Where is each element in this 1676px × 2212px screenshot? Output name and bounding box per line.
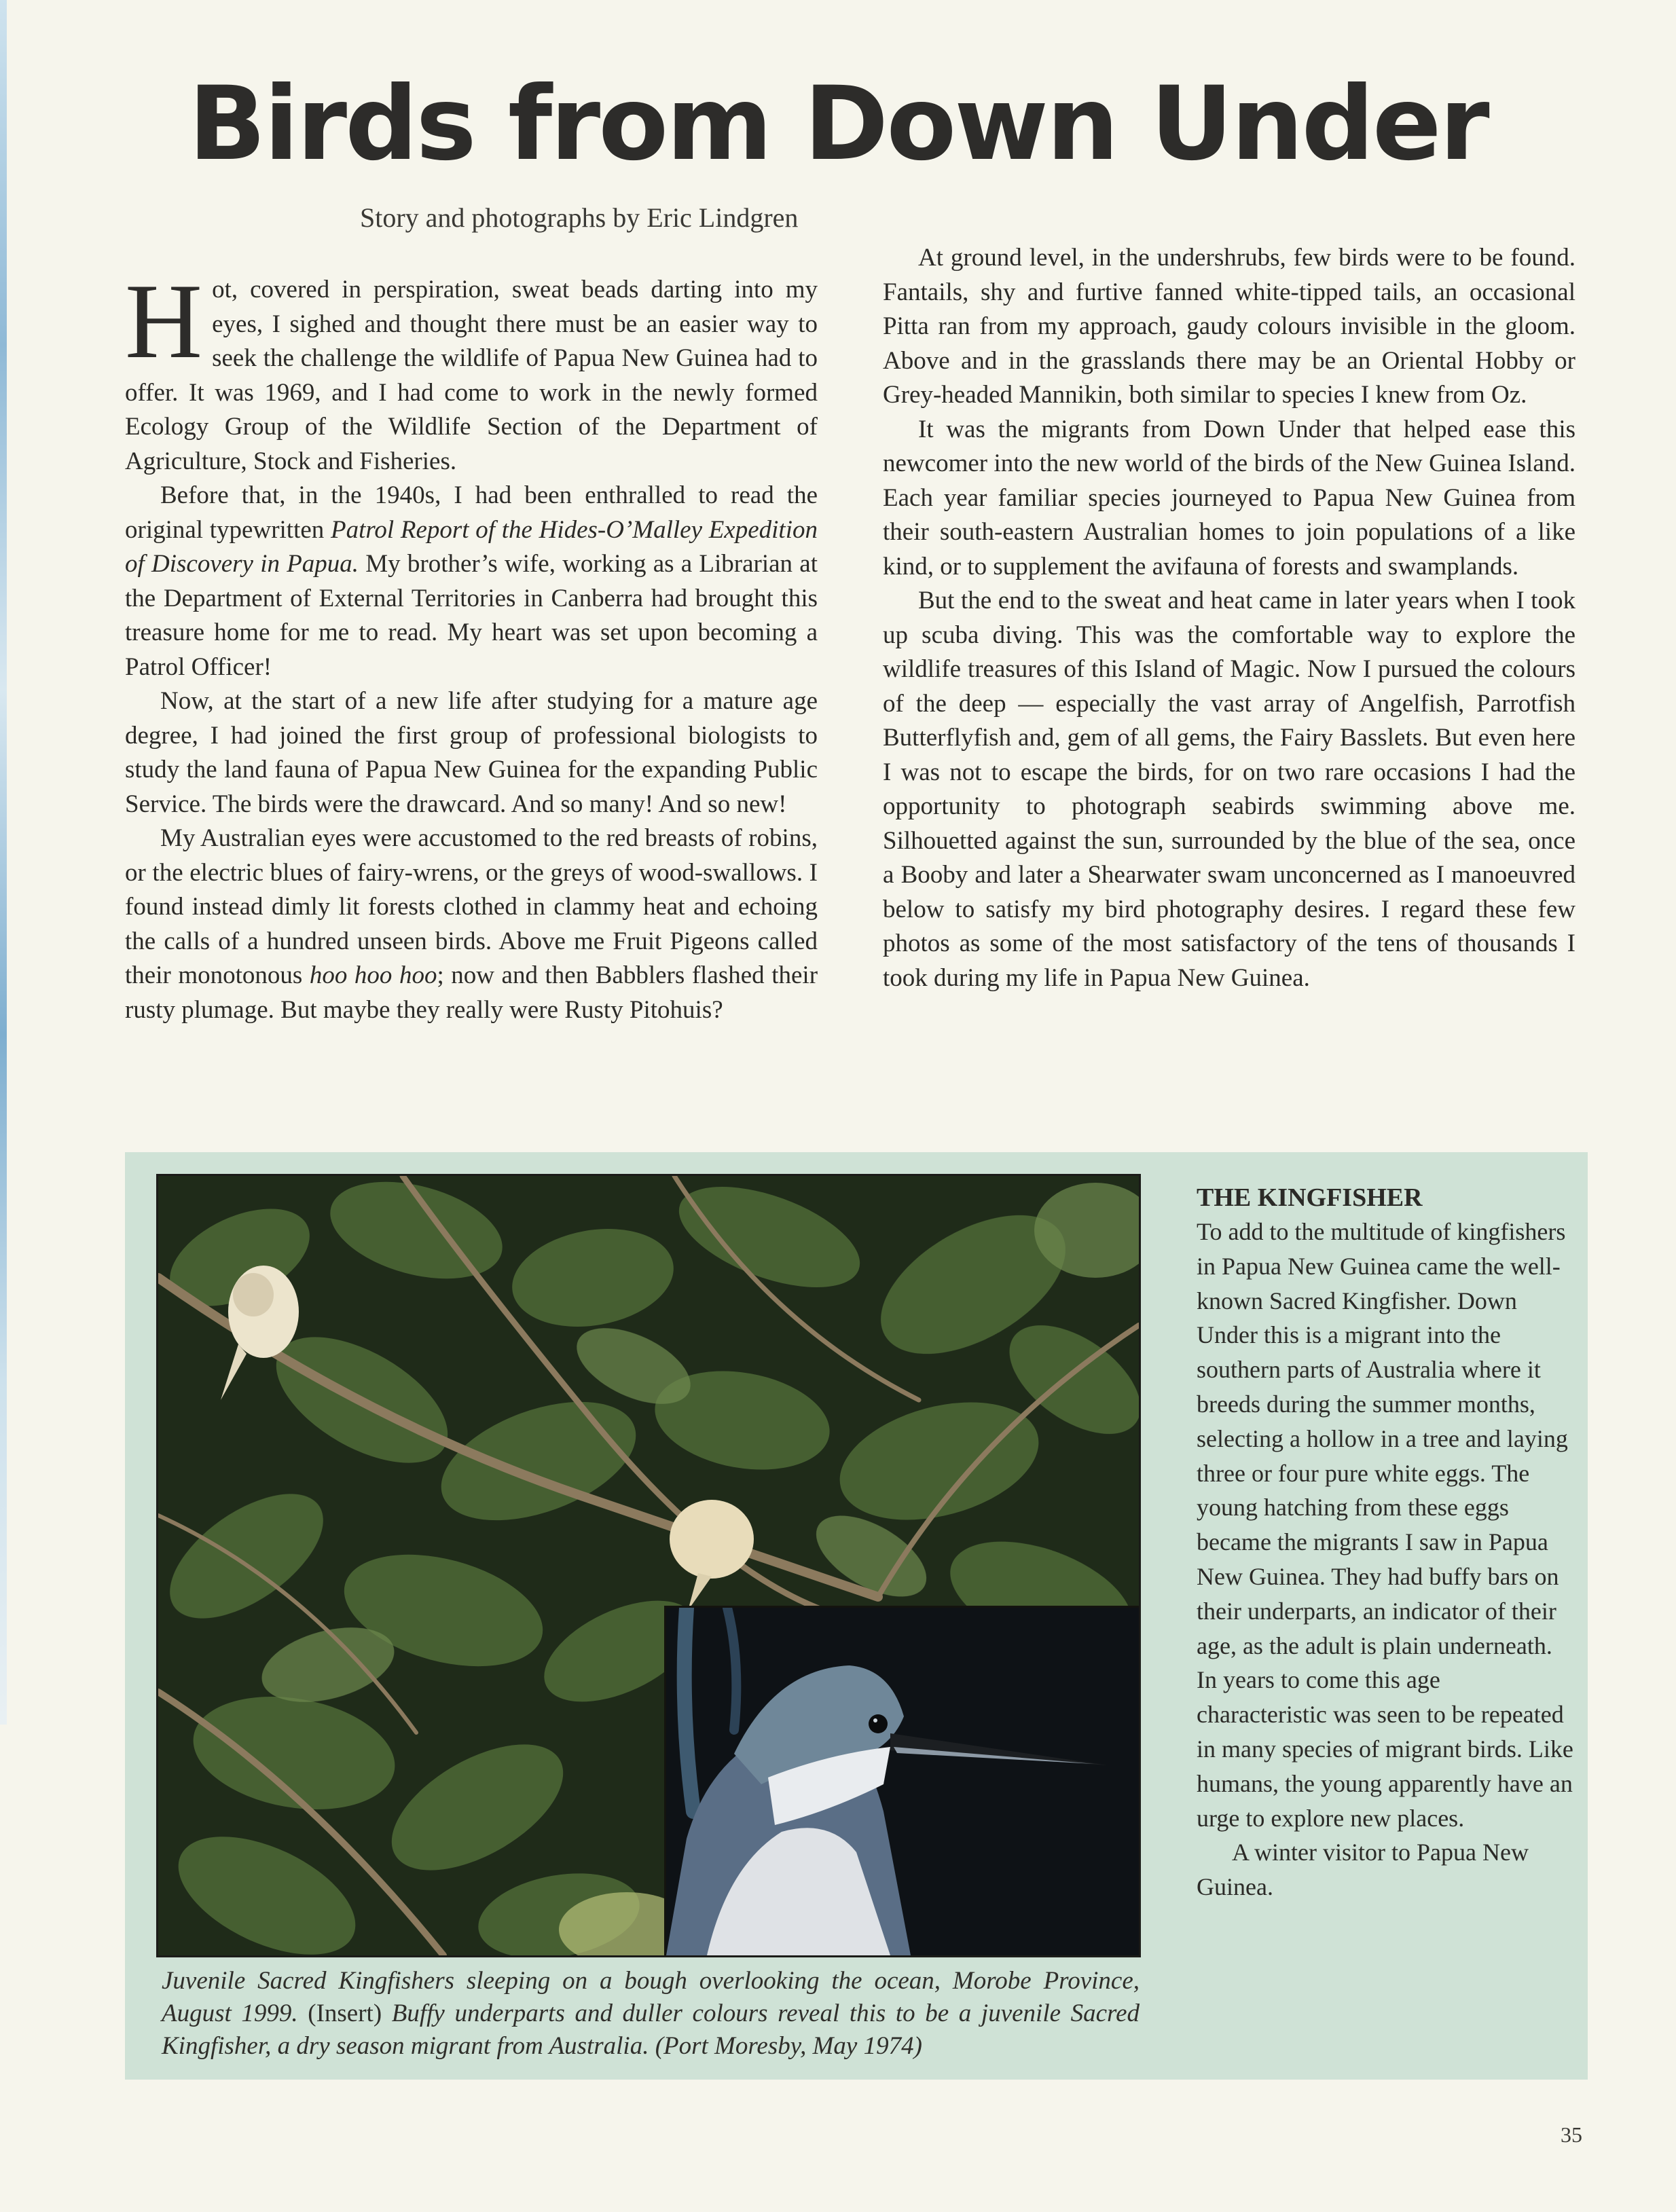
right-paragraph-1: At ground level, in the undershrubs, few birds were to be found. Fantails, shy and furtive fanned white-tipped tails, an occasional Pitta ran from my approach, gaudy colours invisible in the gloom. Above and in the grasslands there may be an Oriental Hobby or Grey-headed Mannikin, both similar to species I knew from Oz. bbox=[883, 244, 1575, 409]
kingfisher-portrait-illustration bbox=[666, 1608, 1139, 1955]
kingfisher-sidebar bbox=[1197, 1181, 1574, 1904]
right-column bbox=[883, 241, 1575, 995]
left-paragraph-2 bbox=[125, 479, 818, 684]
sidebar-paragraph-2: A winter visitor to Papua New Guinea. bbox=[1197, 1839, 1529, 1901]
right-paragraph-3: But the end to the sweat and heat came in later years when I took up scuba diving. This was the comfortable way to explore the wildlife treasures of this Island of Magic. Now I pursued the colours of the deep — especially the vast array of Angelfish, Parrotfish Butterflyfish and, gem of all gems, the Fairy Basslets. But even here I was not to escape the birds, for on two rare occasions I had the opportunity to photograph seabirds swimming above me. Silhouetted against the sun, surrounded by the blue of the sea, once a Booby and later a Shearwater swam unconcerned as I manoeuvred below to satisfy my bird photography desires. I regard these few photos as some of the most satisfactory of the tens of thousands I took during my life in Papua New Guinea. bbox=[883, 587, 1575, 992]
patrol-report-title: Patrol Report of the Hides-O’Malley Expedition of Discovery in Papua. bbox=[125, 515, 818, 578]
kingfishers-photo bbox=[156, 1174, 1141, 1957]
caption-insert: Buffy underparts and duller colours reveal this to be a juvenile Sacred Kingfisher, a dry season migrant from Australia. (Port Moresby, May 1974) bbox=[162, 1999, 1140, 2060]
page-number: 35 bbox=[1561, 2122, 1582, 2147]
left-column bbox=[125, 262, 818, 1027]
article-title: Birds from Down Under bbox=[188, 65, 1488, 183]
kingfisher-feature-panel bbox=[125, 1152, 1588, 2080]
photo-caption bbox=[162, 1965, 1140, 2063]
sidebar-heading: THE KINGFISHER bbox=[1197, 1183, 1423, 1212]
drop-cap: H bbox=[125, 262, 203, 381]
bird-call-italic: hoo hoo hoo bbox=[309, 961, 437, 989]
left-paragraph-4-text-a: My Australian eyes were accustomed to the red breasts of robins, or the electric blues of fairy-wrens, or the greys of wood-swallows. I found instead dimly lit forests clothed in clammy heat and echoing the calls of a hundred unseen birds. Above me Fruit Pigeons called their monotonous bbox=[125, 824, 818, 989]
left-paragraph-1-text: ot, covered in perspiration, sweat beads darting into my eyes, I sighed and thought there must be an easier way to seek the challenge the wildlife of Papua New Guinea had to offer. It was 1969, and I had come to work in the newly formed Ecology Group of the Wildlife Section of the Department of Agriculture, Stock and Fisheries. bbox=[125, 276, 818, 475]
caption-main: Juvenile Sacred Kingfishers sleeping on a bough overlooking the ocean, Morobe Province, August 1999. bbox=[162, 1967, 1140, 2027]
left-paragraph-1 bbox=[125, 262, 818, 479]
page-edge-strip bbox=[0, 0, 7, 1725]
byline: Story and photographs by Eric Lindgren bbox=[360, 202, 799, 233]
sidebar-paragraph-1: To add to the multitude of kingfishers in Papua New Guinea came the well-known Sacred Kingfisher. Down Under this is a migrant into the southern parts of Australia where it breeds during the summer months, selecting a hollow in a tree and laying three or four pure white eggs. The young hatching from these eggs became the migrants I saw in Papua New Guinea. They had buffy bars on their underparts, an indicator of their age, as the adult is plain underneath. In years to come this age characteristic was seen to be repeated in many species of migrant birds. Like humans, the young apparently have an urge to explore new places. bbox=[1197, 1218, 1573, 1832]
caption-insert-label: (Insert) bbox=[297, 1999, 392, 2027]
left-paragraph-4 bbox=[125, 822, 818, 1027]
left-paragraph-3: Now, at the start of a new life after studying for a mature age degree, I had joined the first group of professional biologists to study the land fauna of Papua New Guinea for the expanding Public Service. The birds were the drawcard. And so many! And so new! bbox=[125, 687, 818, 818]
left-paragraph-2-text-a: Before that, in the 1940s, I had been enthralled to read the original typewritten bbox=[125, 481, 818, 544]
left-paragraph-4-text-b: ; now and then Babblers flashed their rusty plumage. But maybe they really were Rusty Pitohuis? bbox=[125, 961, 818, 1024]
right-paragraph-2: It was the migrants from Down Under that helped ease this newcomer into the new world of the birds of the New Guinea Island. Each year familiar species journeyed to Papua New Guinea from their south-eastern Australian homes to join populations of a like kind, or to supplement the avifauna of forests and swamplands. bbox=[883, 415, 1575, 580]
insert-photo bbox=[664, 1606, 1139, 1955]
left-paragraph-2-text-b: My brother’s wife, working as a Librarian at the Department of External Territories in Canberra had brought this treasure home for me to read. My heart was set upon becoming a Patrol Officer! bbox=[125, 550, 818, 681]
